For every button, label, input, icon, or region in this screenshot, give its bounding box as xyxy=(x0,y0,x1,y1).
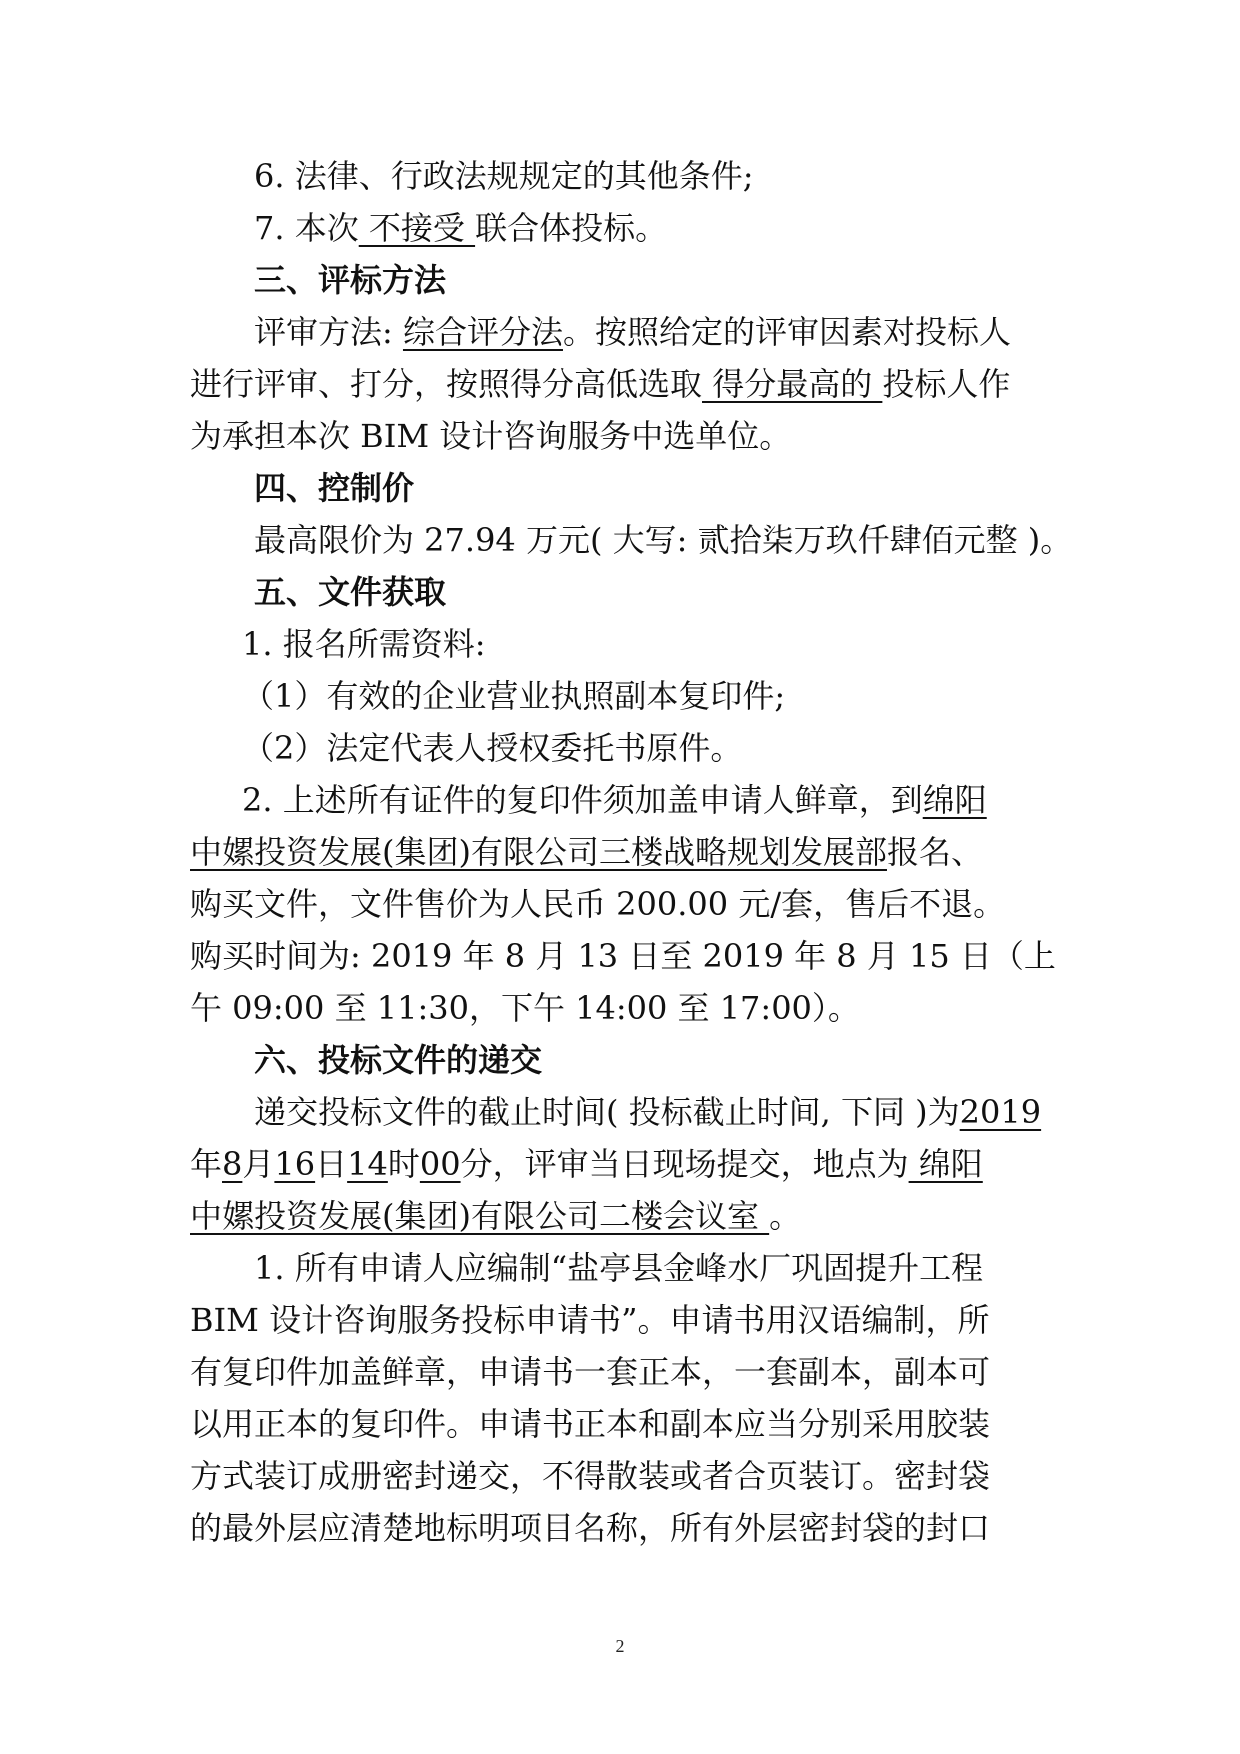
document-body xyxy=(190,150,1073,1554)
submission-text-5: 有复印件加盖鲜章，申请书一套正本，一套副本，副本可 xyxy=(190,1353,991,1391)
page-number: 2 xyxy=(615,1636,625,1656)
heading-control-price: 四、控制价 xyxy=(254,469,415,507)
submission-text-7: 方式装订成册密封递交，不得散装或者合页装订。密封袋 xyxy=(190,1457,991,1495)
acquisition-text-2: 中嫘投资发展(集团)有限公司三楼战略规划发展部报名、 xyxy=(190,833,983,871)
evaluation-text-3: 为承担本次 BIM 设计咨询服务中选单位。 xyxy=(190,417,792,455)
registration-location-blank: 绵阳 xyxy=(922,781,987,819)
evaluation-text-1: 评审方法: 综合评分法。按照给定的评审因素对投标人 xyxy=(254,313,1011,351)
submission-location-blank-2: 中嫘投资发展(集团)有限公司二楼会议室 xyxy=(190,1197,770,1235)
acquisition-text-5: 午 09:00 至 11:30，下午 14:00 至 17:00）。 xyxy=(190,989,860,1027)
acquisition-sub-1: （1）有效的企业营业执照副本复印件; xyxy=(242,677,786,715)
acquisition-item-2: 2. 上述所有证件的复印件须加盖申请人鲜章，到绵阳 xyxy=(242,781,987,819)
submission-location-blank: 绵阳 xyxy=(908,1145,983,1183)
no-consortium-blank: 不接受 xyxy=(358,209,476,247)
acquisition-text-4: 购买时间为: 2019 年 8 月 13 日至 2019 年 8 月 15 日（上 xyxy=(190,937,1056,975)
acquisition-sub-2: （2）法定代表人授权委托书原件。 xyxy=(242,729,743,767)
submission-item-1: 1. 所有申请人应编制“盐亭县金峰水厂巩固提升工程 xyxy=(254,1249,984,1287)
acquisition-text-3: 购买文件，文件售价为人民币 200.00 元/套，售后不退。 xyxy=(190,885,1006,923)
acquisition-item-1: 1. 报名所需资料: xyxy=(242,625,486,663)
submission-text-2: 年8月16日14时00分，评审当日现场提交，地点为 绵阳 xyxy=(190,1145,983,1183)
evaluation-text-2: 进行评审、打分，按照得分高低选取 得分最高的 投标人作 xyxy=(190,365,1011,403)
deadline-hour-blank: 14 xyxy=(347,1145,388,1183)
method-blank: 综合评分法 xyxy=(402,313,563,351)
control-price-text: 最高限价为 27.94 万元( 大写: 贰拾柒万玖仟肆佰元整 )。 xyxy=(254,521,1073,559)
heading-evaluation-method: 三、评标方法 xyxy=(254,261,447,299)
submission-text-8: 的最外层应清楚地标明项目名称，所有外层密封袋的封口 xyxy=(190,1509,991,1547)
deadline-year-blank: 2019 xyxy=(959,1093,1042,1131)
heading-bid-submission: 六、投标文件的递交 xyxy=(254,1041,543,1079)
submission-text-6: 以用正本的复印件。申请书正本和副本应当分别采用胶装 xyxy=(190,1405,991,1443)
submission-text-3: 中嫘投资发展(集团)有限公司二楼会议室 。 xyxy=(190,1197,802,1235)
highest-score-blank: 得分最高的 xyxy=(702,365,883,403)
registration-location-blank-2: 中嫘投资发展(集团)有限公司三楼战略规划发展部 xyxy=(190,833,887,871)
deadline-minute-blank: 00 xyxy=(419,1145,461,1183)
submission-text-1: 递交投标文件的截止时间( 投标截止时间, 下同 )为2019 xyxy=(254,1093,1042,1131)
deadline-day-blank: 16 xyxy=(274,1145,316,1183)
condition-6: 6. 法律、行政法规规定的其他条件; xyxy=(254,157,754,195)
heading-document-acquisition: 五、文件获取 xyxy=(254,573,447,611)
deadline-month-blank: 8 xyxy=(222,1145,243,1183)
condition-7: 7. 本次 不接受 联合体投标。 xyxy=(254,209,668,247)
submission-text-4: BIM 设计咨询服务投标申请书”。申请书用汉语编制，所 xyxy=(190,1301,990,1339)
